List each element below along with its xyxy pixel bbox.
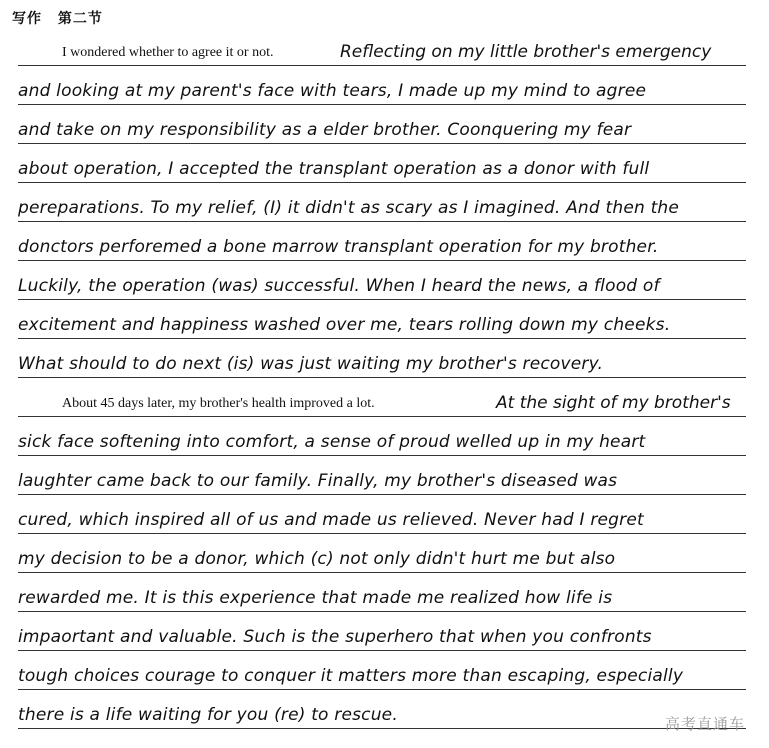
handwritten-text: and looking at my parent's face with tears, I made up my mind to agree <box>18 81 647 101</box>
writing-line <box>18 223 746 261</box>
handwritten-text: At the sight of my brother's <box>496 393 731 413</box>
writing-line <box>18 535 746 573</box>
writing-line <box>18 301 746 339</box>
handwritten-text: What should to do next (is) was just waiting my brother's recovery. <box>18 354 604 374</box>
writing-line <box>18 379 746 417</box>
watermark: 高考直通车 <box>664 715 745 733</box>
writing-line <box>18 613 746 651</box>
handwritten-text: Luckily, the operation (was) successful. When I heard the news, a flood of <box>18 276 660 296</box>
printed-paragraph-start: About 45 days later, my brother's health improved a lot. <box>62 396 375 411</box>
writing-line <box>18 67 746 105</box>
writing-line <box>18 145 746 183</box>
handwritten-text: about operation, I accepted the transplant operation as a donor with full <box>18 159 650 179</box>
section-header <box>12 8 103 28</box>
writing-line <box>18 28 746 66</box>
printed-paragraph-start: I wondered whether to agree it or not. <box>62 45 274 60</box>
writing-line <box>18 106 746 144</box>
writing-line <box>18 652 746 690</box>
handwritten-text: cured, which inspired all of us and made us relieved. Never had I regret <box>18 510 644 530</box>
handwritten-text: and take on my responsibility as a elder brother. Coonquering my fear <box>18 120 632 140</box>
handwritten-text: rewarded me. It is this experience that made me realized how life is <box>18 588 613 608</box>
writing-line <box>18 496 746 534</box>
writing-line <box>18 262 746 300</box>
section-part: 第二节 <box>57 11 103 27</box>
handwritten-text: pereparations. To my relief, (I) it didn't as scary as I imagined. And then the <box>18 198 680 218</box>
handwritten-text: sick face softening into comfort, a sense of proud welled up in my heart <box>18 432 646 452</box>
handwritten-text: my decision to be a donor, which (c) not only didn't hurt me but also <box>18 549 616 569</box>
handwritten-text: excitement and happiness washed over me, tears rolling down my cheeks. <box>18 315 671 335</box>
section-title: 写作 <box>12 11 42 27</box>
writing-line <box>18 184 746 222</box>
handwritten-text: laughter came back to our family. Finally, my brother's diseased was <box>18 471 618 491</box>
writing-line <box>18 574 746 612</box>
writing-line <box>18 418 746 456</box>
writing-line <box>18 457 746 495</box>
writing-line <box>18 691 746 729</box>
handwritten-text: donctors perforemed a bone marrow transplant operation for my brother. <box>18 237 659 257</box>
handwritten-text: Reflecting on my little brother's emergency <box>340 42 712 62</box>
handwritten-text: impaortant and valuable. Such is the superhero that when you confronts <box>18 627 652 647</box>
handwritten-text: tough choices courage to conquer it matters more than escaping, especially <box>18 666 684 686</box>
handwritten-text: there is a life waiting for you (re) to rescue. <box>18 705 398 725</box>
writing-line <box>18 340 746 378</box>
